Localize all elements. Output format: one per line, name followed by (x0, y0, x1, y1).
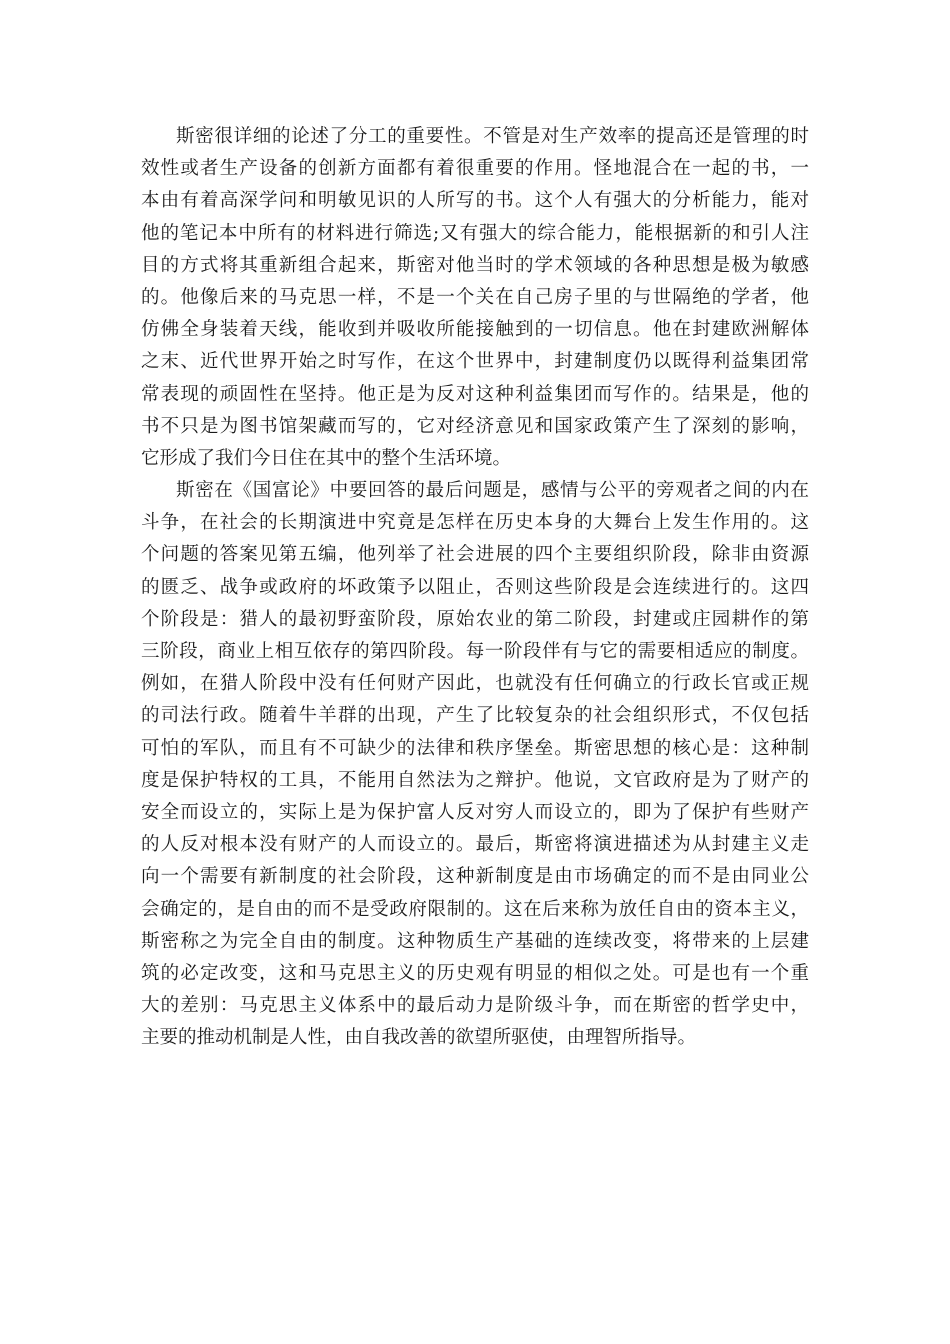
text-line: 可怕的军队，而且有不可缺少的法律和秩序堡垒。斯密思想的核心是：这种制 (141, 737, 809, 759)
text-line: 度是保护特权的工具，不能用自然法为之辩护。他说，文官政府是为了财产的 (141, 769, 809, 791)
text-line: 他的笔记本中所有的材料进行筛选;又有强大的综合能力，能根据新的和引人注 (141, 222, 809, 244)
body-text (141, 121, 809, 1054)
text-line: 之末、近代世界开始之时写作，在这个世界中，封建制度仍以既得利益集团常 (141, 351, 809, 373)
text-line: 的司法行政。随着牛羊群的出现，产生了比较复杂的社会组织形式，不仅包括 (141, 705, 809, 727)
text-line: 的。他像后来的马克思一样，不是一个关在自己房子里的与世隔绝的学者，他 (141, 286, 809, 308)
text-line: 本由有着高深学问和明敏见识的人所写的书。这个人有强大的分析能力，能对 (141, 190, 809, 212)
text-line: 三阶段，商业上相互依存的第四阶段。每一阶段伴有与它的需要相适应的制度。 (141, 641, 809, 662)
text-line: 个阶段是：猎人的最初野蛮阶段，原始农业的第二阶段，封建或庄园耕作的第 (141, 608, 809, 630)
text-line: 大的差别：马克思主义体系中的最后动力是阶级斗争，而在斯密的哲学史中， (141, 995, 809, 1017)
text-line: 主要的推动机制是人性，由自我改善的欲望所驱使，由理智所指导。 (141, 1027, 697, 1049)
text-line: 常表现的顽固性在坚持。他正是为反对这种利益集团而写作的。结果是，他的 (141, 383, 809, 405)
text-line: 仿佛全身装着天线，能收到并吸收所能接触到的一切信息。他在封建欧洲解体 (141, 319, 809, 341)
text-line: 目的方式将其重新组合起来，斯密对他当时的学术领域的各种思想是极为敏感 (141, 254, 809, 276)
text-line: 斯密很详细的论述了分工的重要性。不管是对生产效率的提高还是管理的时 (176, 126, 809, 147)
text-line: 的匮乏、战争或政府的坏政策予以阻止，否则这些阶段是会连续进行的。这四 (141, 576, 809, 598)
text-line: 例如，在猎人阶段中没有任何财产因此，也就没有任何确立的行政长官或正规 (141, 673, 809, 695)
text-line: 会确定的，是自由的而不是受政府限制的。这在后来称为放任自由的资本主义， (141, 898, 809, 920)
text-line: 的人反对根本没有财产的人而设立的。最后，斯密将演进描述为从封建主义走 (141, 834, 809, 856)
text-line: 它形成了我们今日住在其中的整个生活环境。 (141, 447, 512, 469)
text-line: 书不只是为图书馆架藏而写的，它对经济意见和国家政策产生了深刻的影响， (141, 415, 809, 437)
text-line: 效性或者生产设备的创新方面都有着很重要的作用。怪地混合在一起的书，一 (141, 158, 809, 180)
text-line: 个问题的答案见第五编，他列举了社会进展的四个主要组织阶段，除非由资源 (141, 544, 809, 566)
paragraph-1 (141, 121, 809, 475)
text-line: 斗争，在社会的长期演进中究竟是怎样在历史本身的大舞台上发生作用的。这 (141, 512, 809, 534)
text-line: 斯密在《国富论》中要回答的最后问题是，感情与公平的旁观者之间的内在 (176, 480, 809, 502)
text-line: 筑的必定改变，这和马克思主义的历史观有明显的相似之处。可是也有一个重 (141, 962, 809, 984)
text-line: 斯密称之为完全自由的制度。这种物质生产基础的连续改变，将带来的上层建 (141, 930, 809, 952)
text-line: 安全而设立的，实际上是为保护富人反对穷人而设立的，即为了保护有些财产 (141, 801, 809, 823)
paragraph-2 (141, 475, 809, 1054)
text-line: 向一个需要有新制度的社会阶段，这种新制度是由市场确定的而不是由同业公 (141, 866, 809, 888)
